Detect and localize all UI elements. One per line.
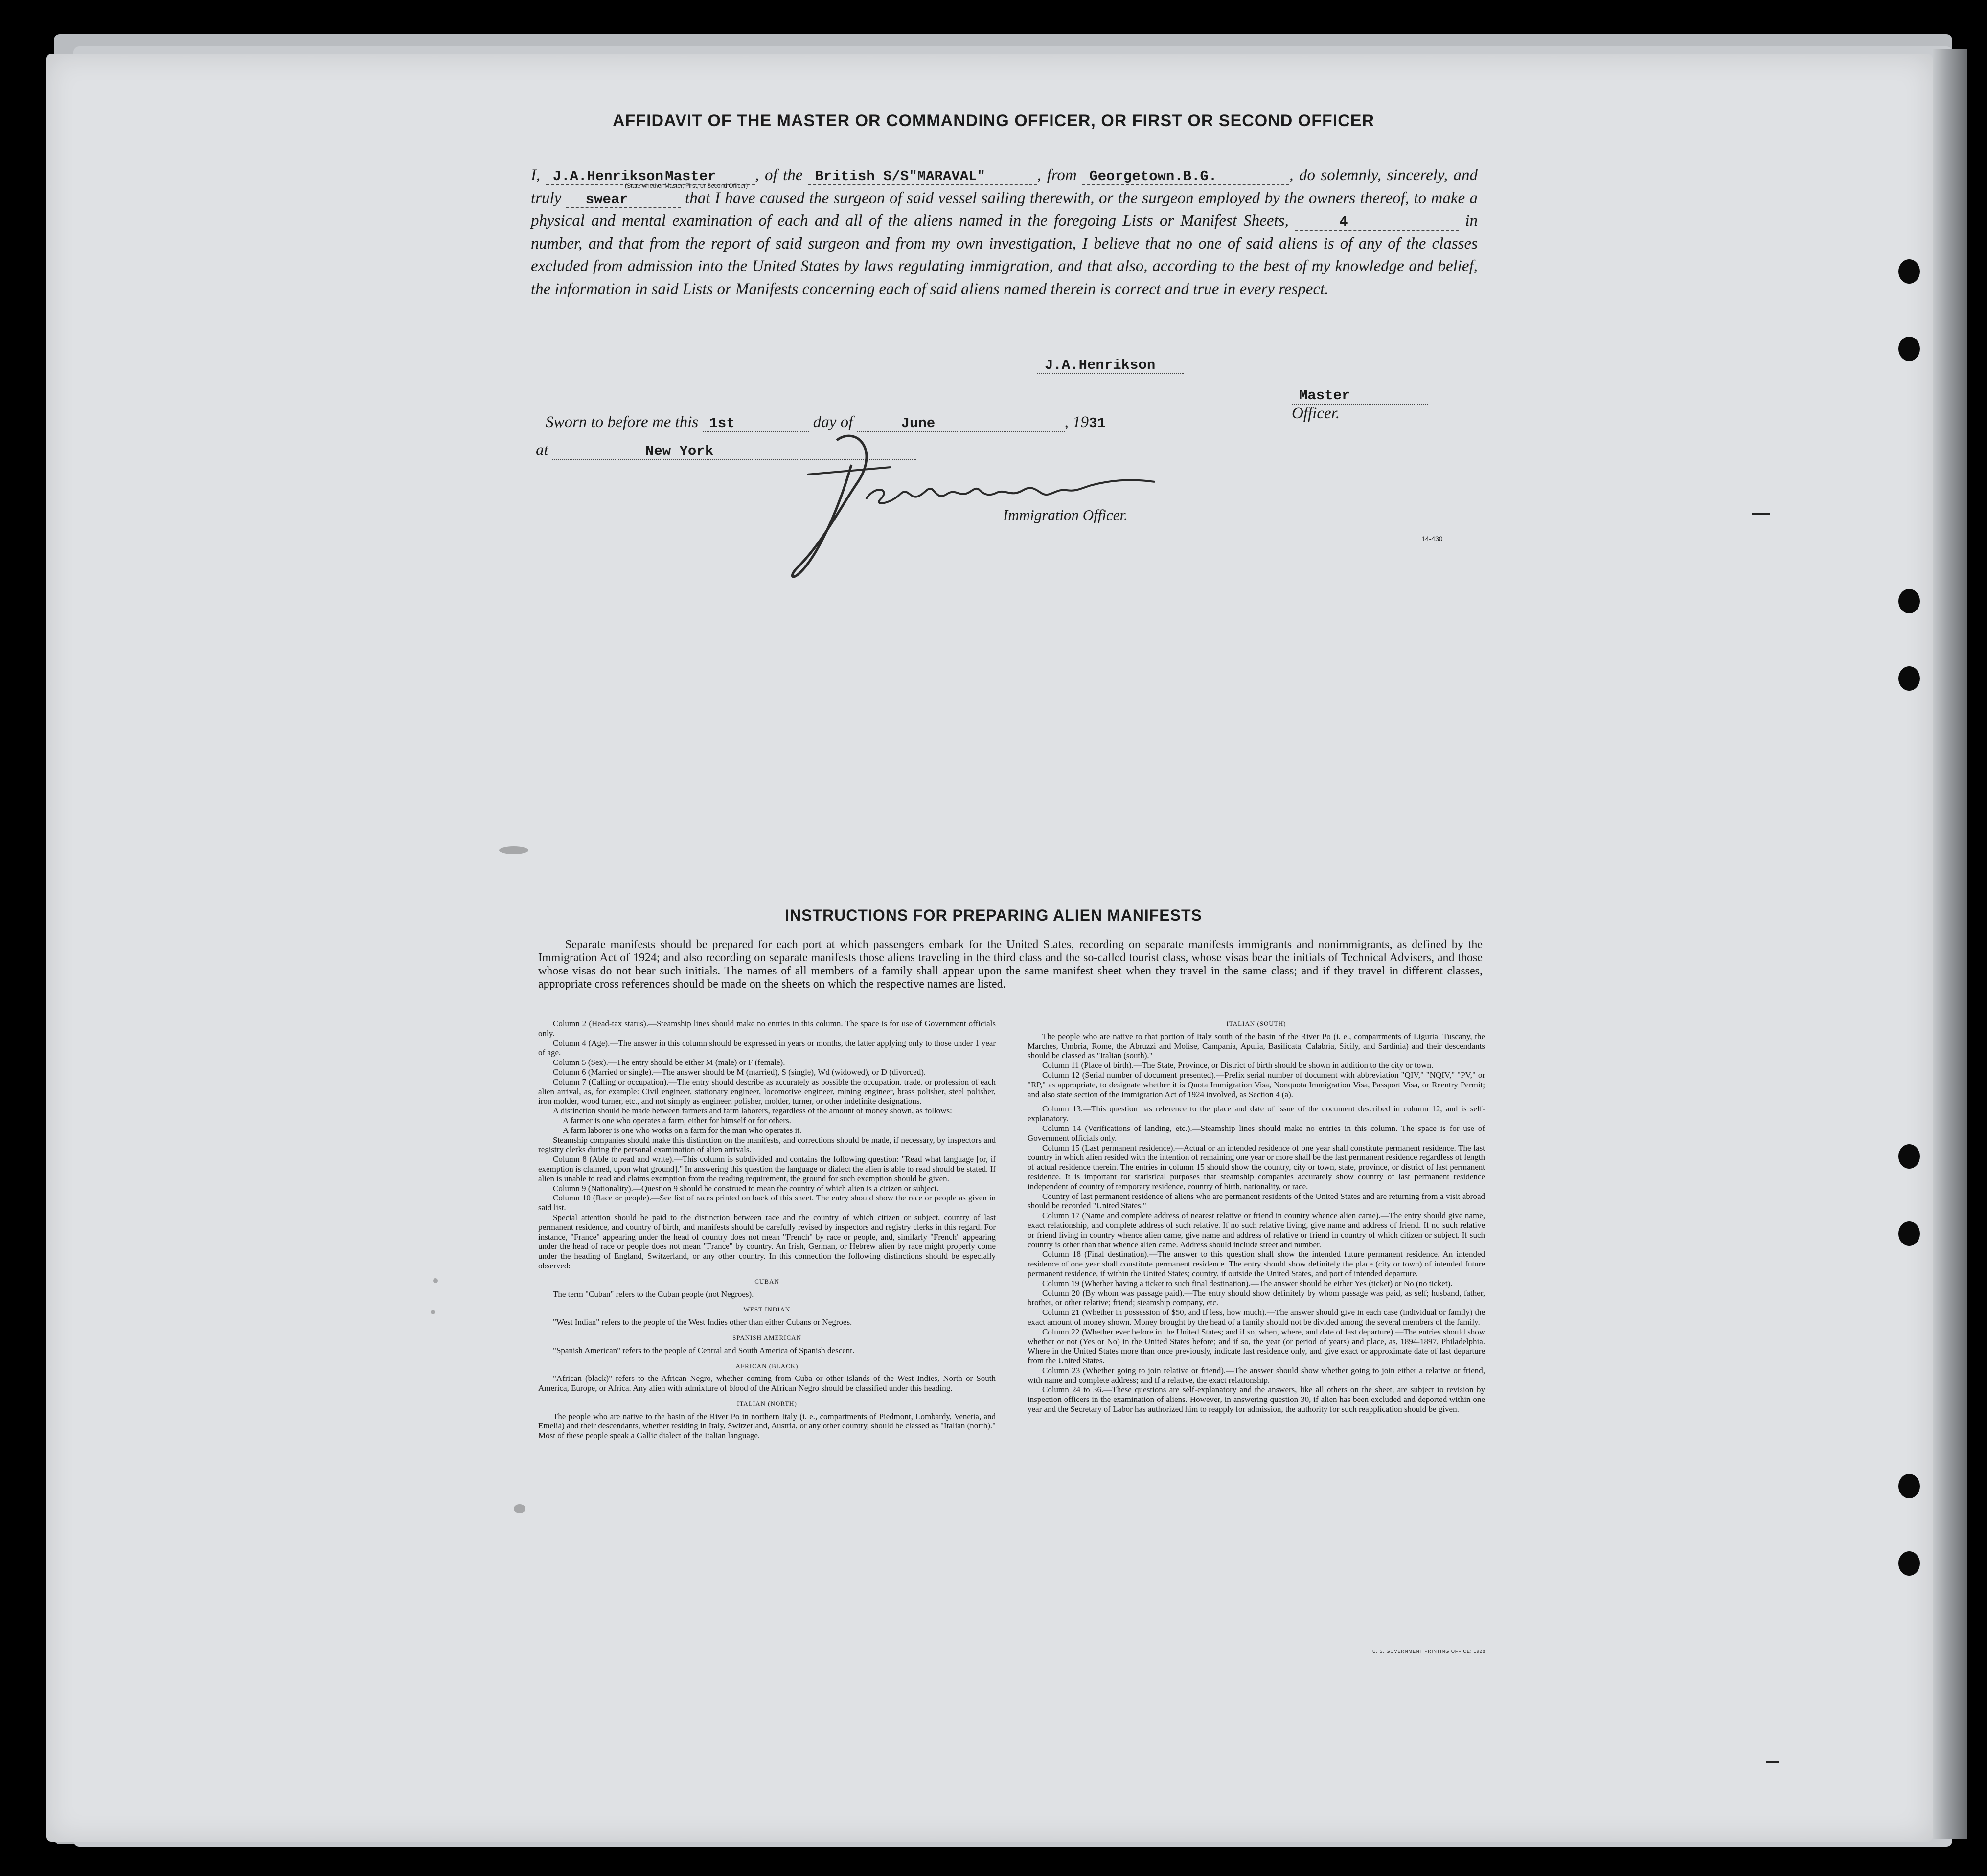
instruction-paragraph: The term "Cuban" refers to the Cuban people (not Negroes).	[553, 1289, 754, 1299]
master-signature: J.A.Henrikson	[1037, 357, 1184, 374]
instruction-paragraph: Column 11 (Place of birth).—The State, Province, or District of birth should be shown in addition to the city or town.	[1042, 1061, 1434, 1070]
immigration-officer-signature	[778, 421, 1165, 587]
instruction-paragraph: Column 21 (Whether in possession of $50, and if less, how much).—The answer should give in each case (individual or family) the exact amount of money shown. Money brought by the head of a family should not be divided among the several members of the family.	[1028, 1308, 1485, 1327]
instruction-paragraph: Column 20 (By whom was passage paid).—The entry should show definitely by whom passage was paid, as self; husband, father, brother, or other relative; friend; steamship company, etc.	[1028, 1288, 1485, 1308]
edge-mark	[1766, 1761, 1779, 1763]
instruction-paragraph: Column 24 to 36.—These questions are self-explanatory and the answers, like all others on the sheet, are subject to revision by inspection officers in the examination of aliens. However, in answering question 30, if alien has been excluded and deported within one year and the Secretary of Labor has authorized him to reapply for admission, the authority for such reapplication should be given.	[1028, 1385, 1485, 1414]
punch-hole	[1898, 1551, 1920, 1576]
section-heading: WEST INDIAN	[743, 1306, 791, 1313]
instruction-paragraph: "African (black)" refers to the African Negro, whether coming from Cuba or other islands of the West Indies, North or South America, Europe, or Africa. Any alien with admixture of blood of the African Negro should be classified under this heading.	[538, 1374, 996, 1393]
vessel-field: British S/S"MARAVAL"	[808, 169, 1037, 185]
departure-port-field: Georgetown.B.G.	[1082, 169, 1289, 185]
instruction-paragraph: Special attention should be paid to the distinction between race and the country of which citizen or subject, country of last permanent residence, and country of birth, and manifests should be carefully revised by inspectors and registry clerks in this regard. For instance, "France" appearing under the head of country does not mean "French" by race or people, and, similarly "French" appearing under the head of race or people does not mean "France" by country. An Irish, German, or Hebrew alien by race might properly come under the heading of England, Switzerland, or any other country. In this connection the following distinctions should be especially observed:	[538, 1212, 996, 1270]
instruction-paragraph: Column 6 (Married or single).—The answer should be M (married), S (single), Wd (widowed), or D (divorced).	[553, 1067, 926, 1077]
instruction-paragraph: Column 4 (Age).—The answer in this column should be expressed in years or months, the latter applying only to those under 1 year of age.	[538, 1038, 996, 1058]
instruction-paragraph: "Spanish American" refers to the people of Central and South America of Spanish descent.	[553, 1345, 855, 1355]
instruction-paragraph: Country of last permanent residence of aliens who are permanent residents of the United States and are returning from a visit abroad should be recorded "United States."	[1028, 1191, 1485, 1211]
punch-hole	[1898, 1474, 1920, 1498]
punch-hole	[1898, 337, 1920, 361]
page-edge	[1933, 49, 1967, 1839]
text-fragment: I,	[531, 166, 541, 184]
section-heading: ITALIAN (SOUTH)	[1226, 1020, 1286, 1027]
officer-rank-field: Master	[1292, 388, 1428, 405]
section-heading: AFRICAN (BLACK)	[735, 1362, 799, 1370]
rank-instruction-note: (State whether Master, First, or Second Officer)	[625, 182, 748, 189]
instructions-right-column	[1028, 1019, 1485, 1414]
instruction-paragraph: Column 23 (Whether going to join relative or friend).—The answer should show whether going to join either a relative or friend, with name and complete address; and if a relative, the exact relationship.	[1028, 1365, 1485, 1385]
text-fragment: day of	[813, 413, 853, 431]
text-fragment: , of the	[755, 166, 803, 184]
section-heading: SPANISH AMERICAN	[732, 1334, 801, 1341]
instruction-paragraph: Column 2 (Head-tax status).—Steamship lines should make no entries in this column. The space is for use of Government officials only.	[538, 1019, 996, 1038]
text-fragment: in number, and that from the report of said surgeon and from my own investigation, I believe that no one of said aliens is of any of the classes excluded from admission into the United States by laws regulating immigration, and that also, according to the best of my knowledge and belief, the information in said Lists or Manifests concerning each of said aliens named therein is correct and true in every respect.	[531, 212, 1478, 298]
officer-label: Officer.	[1292, 405, 1340, 422]
instruction-paragraph: Column 15 (Last permanent residence).—Actual or an intended residence of one year shall constitute permanent residence. The last country in which alien resided with the intention of remaining one year or more shall be the last permanent residence regardless of length of actual residence therein. The entries in column 15 should show the country, city or town, state, province, or district of last permanent residence. It is important for statistical purposes that steamship companies accurately show country of last permanent residence independent of country of temporary residence, country of birth, nationality, or race.	[1028, 1143, 1485, 1191]
punch-hole	[1898, 1144, 1920, 1169]
instruction-paragraph: Column 17 (Name and complete address of nearest relative or friend in country whence alien came).—The entry should give name, exact relationship, and complete address of such relative. If no such relative living, give name and address of friend. If no such relative or friend living in country whence alien came, give name and address of relative or friend in country of which citizen or subject. If such country is other than that whence alien came. Address should include street and number.	[1028, 1211, 1485, 1249]
rank-field: Master	[658, 169, 755, 185]
form-number: 14-430	[1421, 535, 1443, 542]
text-fragment: , 19	[1064, 413, 1089, 431]
sworn-place-field: New York	[552, 444, 916, 460]
ink-dot	[433, 1278, 438, 1283]
instruction-paragraph: Column 9 (Nationality).—Question 9 should be construed to mean the country of which alien is a citizen or subject.	[553, 1183, 939, 1193]
instruction-paragraph: The people who are native to the basin of the River Po in northern Italy (i. e., compartments of Piedmont, Lombardy, Venetia, and Emelia) and their descendants, whether residing in Italy, Switzerland, Austria, or any other country, should be classed as "Italian (north)." Most of these people speak a Gallic dialect of the Italian language.	[538, 1411, 996, 1441]
instruction-paragraph: "West Indian" refers to the people of the West Indies other than either Cubans or Negroes.	[553, 1317, 852, 1327]
instructions-title: INSTRUCTIONS FOR PREPARING ALIEN MANIFESTS	[785, 906, 1202, 924]
master-name-field: J.A.Henrikson	[546, 169, 653, 185]
punch-hole	[1898, 1221, 1920, 1246]
smudge	[499, 846, 528, 854]
instruction-paragraph: Column 12 (Serial number of document presented).—Prefix serial number of document with abbreviation "QIV," "NQIV," "PV," or "RP," as appropriate, to designate whether it is Quota Immigration Visa, Nonquota Immigration Visa, Passport Visa, or Reentry Permit; and also state section of the Immigration Act of 1924 involved, as Section 4 (a).	[1028, 1070, 1485, 1099]
instruction-paragraph: A farmer is one who operates a farm, either for himself or for others.	[563, 1115, 791, 1125]
text-fragment: Sworn to before me this	[546, 413, 699, 431]
instruction-paragraph: Column 18 (Final destination).—The answer to this question shall show the intended future permanent residence. An intended residence of one year shall constitute permanent residence. The entry should show definitely the place (city or town) of intended future permanent residence, if within the United States; country, if outside the United States, and port of intended departure.	[1028, 1249, 1485, 1278]
punch-hole	[1898, 589, 1920, 613]
oath-field: swear	[566, 192, 681, 208]
sheet-count-field: 4	[1295, 214, 1459, 231]
affidavit-title: AFFIDAVIT OF THE MASTER OR COMMANDING OFFICER, OR FIRST OR SECOND OFFICER	[613, 112, 1374, 130]
instructions-left-column	[538, 1019, 996, 1441]
text-fragment: , do	[1289, 166, 1315, 184]
edge-mark	[1752, 513, 1770, 515]
ink-dot	[431, 1310, 435, 1314]
text-fragment: that I have caused the surgeon of said vessel sailing therewith, or the surgeon employed by the owners thereof, to make a physical and mental examination of each and all of the aliens named in the foregoing Lists or Manifest Sheets,	[531, 189, 1478, 229]
instruction-paragraph: Column 10 (Race or people).—See list of races printed on back of this sheet. The entry should show the race or people as given in said list.	[538, 1193, 996, 1213]
text-fragment: at	[536, 441, 548, 459]
instruction-paragraph: Column 19 (Whether having a ticket to such final destination).—The answer should be either Yes (ticket) or No (no ticket).	[1042, 1278, 1453, 1288]
instructions-intro	[538, 938, 1483, 991]
instruction-paragraph: Column 22 (Whether ever before in the United States; and if so, when, where, and date of last departure).—The entries should show whether or not (Yes or No) in the United States before; and if so, the year (or period of years) and place, as, 1894-1897, Philadelphia. Where in the United States more than once previously, indicate last residence only, and give exact or approximate date of last departure from the United States.	[1028, 1327, 1485, 1366]
instruction-paragraph: Column 13.—This question has reference to the place and date of issue of the document described in column 12, and is self-explanatory.	[1028, 1104, 1485, 1124]
section-heading: ITALIAN (NORTH)	[737, 1400, 797, 1407]
instruction-paragraph: Column 5 (Sex).—The entry should be either M (male) or F (female).	[553, 1058, 785, 1067]
text-fragment: solemnly, sincerely, and truly	[531, 166, 1478, 207]
instruction-paragraph: Column 14 (Verifications of landing, etc.).—Steamship lines should make no entries in this column. The space is for use of Government officials only.	[1028, 1123, 1485, 1143]
sworn-year-field: 31	[1089, 415, 1106, 431]
section-heading: CUBAN	[754, 1277, 779, 1285]
sworn-month-field: June	[857, 416, 1065, 432]
punch-hole	[1898, 259, 1920, 284]
smudge	[514, 1504, 525, 1513]
intro-paragraph: Separate manifests should be prepared for each port at which passengers embark for the United States, recording on separate manifests immigrants and nonimmigrants, as defined by the Immigration Act of 1924; and also recording on separate manifests those aliens traveling in the third class and the so-called tourist class, whose visas bear the initials of Technical Advisers, and those whose visas do not bear such initials. The names of all members of a family shall appear upon the same manifest sheet when they travel in the same class; and if they travel in different classes, appropriate cross references should be made on the sheets on which the respective names are listed.	[538, 938, 1483, 991]
instruction-paragraph: Steamship companies should make this distinction on the manifests, and corrections should be made, if necessary, by inspectors and registry clerks during the personal examination of alien arrivals.	[538, 1135, 996, 1154]
instruction-paragraph: A farm laborer is one who works on a farm for the man who operates it.	[563, 1125, 802, 1135]
instruction-paragraph: Column 8 (Able to read and write).—This column is subdivided and contains the following question: "Read what language [or, if exemption is claimed, upon what ground]." In answering this question the language or dialect the alien is able to read should be stated. If alien is unable to read and claims exemption from the reading requirement, the ground for such exemption should be given.	[538, 1154, 996, 1183]
sworn-day-field: 1st	[703, 416, 809, 432]
immigration-officer-label: Immigration Officer.	[1003, 506, 1128, 523]
text-fragment: , from	[1037, 166, 1077, 184]
instruction-paragraph: A distinction should be made between farmers and farm laborers, regardless of the amount of money shown, as follows:	[553, 1106, 952, 1116]
punch-hole	[1898, 666, 1920, 691]
instruction-paragraph: The people who are native to that portion of Italy south of the basin of the River Po (i. e., compartments of Liguria, Tuscany, the Marches, Umbria, Rome, the Abruzzi and Molise, Campania, Apulia, Basilicata, Calabria, Sicily, and Sardinia) and their descendants should be classed as "Italian (south)."	[1028, 1031, 1485, 1061]
instruction-paragraph: Column 7 (Calling or occupation).—The entry should describe as accurately as possible the occupation, trade, or profession of each alien arrival, as, for example: Civil engineer, stationary engineer, locomotive engineer, mining engineer, brass polisher, steel polisher, iron molder, wood turner, etc., and not simply as engineer, polisher, molder, turner, or other indefinite designations.	[538, 1077, 996, 1106]
printer-imprint: U. S. GOVERNMENT PRINTING OFFICE: 1928	[1372, 1649, 1485, 1654]
